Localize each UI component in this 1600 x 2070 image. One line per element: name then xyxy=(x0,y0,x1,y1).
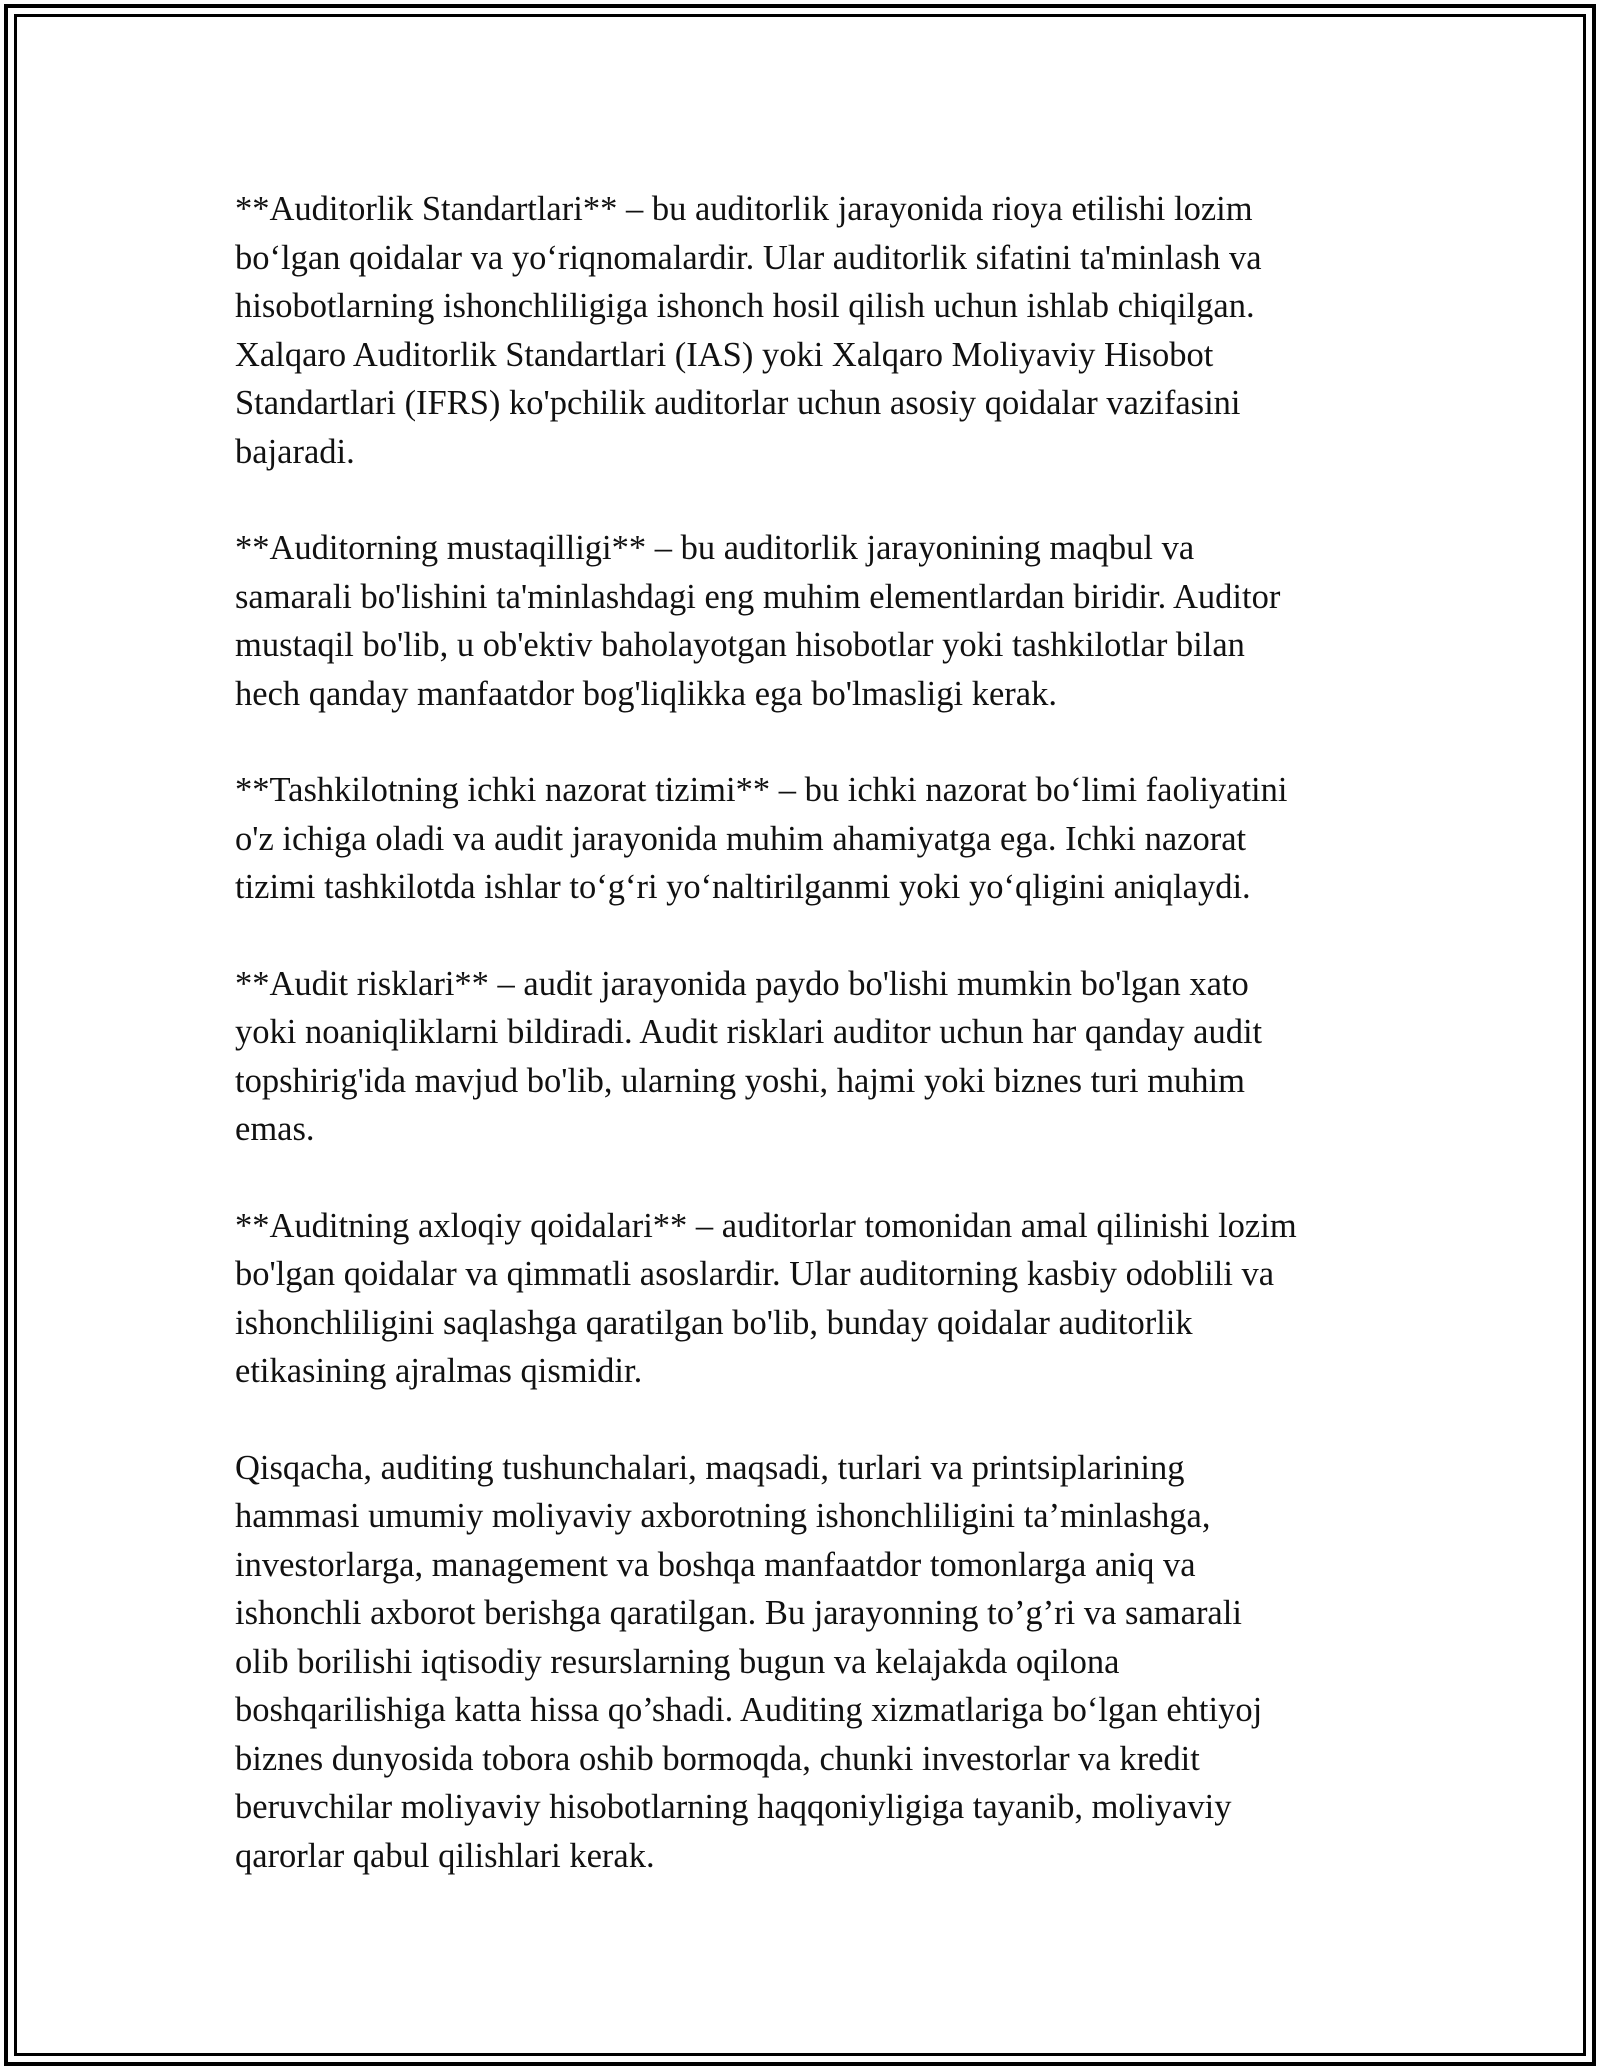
text-line: olib borilishi iqtisodiy resurslarning bugun va kelajakda oqilona xyxy=(235,1642,1120,1681)
paragraph-ethics-rules xyxy=(235,1202,1385,1396)
text-line: boshqarilishiga katta hissa qo’shadi. Auditing xizmatlariga bo‘lgan ehtiyoj xyxy=(235,1691,1263,1729)
paragraph-summary xyxy=(235,1444,1385,1881)
text-line: hech qanday manfaatdor bog'liqlikka ega bo'lmasligi kerak. xyxy=(235,674,1057,713)
text-line: qarorlar qabul qilishlari kerak. xyxy=(235,1836,655,1875)
paragraph-internal-control xyxy=(235,766,1385,912)
text-line: ishonchli axborot berishga qaratilgan. Bu jarayonning to’g’ri va samarali xyxy=(235,1594,1242,1632)
text-line: hammasi umumiy moliyaviy axborotning ishonchliligini ta’minlashga, xyxy=(235,1497,1211,1535)
text-line: **Auditning axloqiy qoidalari** – auditorlar tomonidan amal qilinishi lozim xyxy=(235,1206,1297,1245)
text-line: **Audit risklari** – audit jarayonida paydo bo'lishi mumkin bo'lgan xato xyxy=(235,964,1249,1003)
text-line: **Tashkilotning ichki nazorat tizimi** – bu ichki nazorat bo‘limi faoliyatini xyxy=(235,771,1288,809)
document-body xyxy=(235,185,1385,1928)
text-line: samarali bo'lishini ta'minlashdagi eng muhim elementlardan biridir. Auditor xyxy=(235,577,1281,616)
paragraph-auditor-independence xyxy=(235,524,1385,718)
text-line: hisobotlarning ishonchliligiga ishonch hosil qilish uchun ishlab chiqilgan. xyxy=(235,287,1255,325)
text-line: bo‘lgan qoidalar va yo‘riqnomalardir. Ular auditorlik sifatini ta'minlash va xyxy=(235,238,1262,277)
text-line: topshirig'ida mavjud bo'lib, ularning yoshi, hajmi yoki biznes turi muhim xyxy=(235,1061,1245,1100)
text-line: etikasining ajralmas qismidir. xyxy=(235,1352,643,1390)
text-line: yoki noaniqliklarni bildiradi. Audit risklari auditor uchun har qanday audit xyxy=(235,1013,1263,1051)
text-line: ishonchliligini saqlashga qaratilgan bo'lib, bunday qoidalar auditorlik xyxy=(235,1303,1193,1342)
text-line: **Auditorning mustaqilligi** – bu auditorlik jarayonining maqbul va xyxy=(235,529,1195,567)
paragraph-audit-risks xyxy=(235,960,1385,1154)
text-line: investorlarga, management va boshqa manfaatdor tomonlarga aniq va xyxy=(235,1545,1196,1584)
text-line: Xalqaro Auditorlik Standartlari (IAS) yoki Xalqaro Moliyaviy Hisobot xyxy=(235,335,1214,374)
text-line: o'z ichiga oladi va audit jarayonida muhim ahamiyatga ega. Ichki nazorat xyxy=(235,819,1247,858)
text-line: bajaradi. xyxy=(235,432,355,471)
text-line: beruvchilar moliyaviy hisobotlarning haqqoniyligiga tayanib, moliyaviy xyxy=(235,1788,1232,1826)
text-line: mustaqil bo'lib, u ob'ektiv baholayotgan hisobotlar yoki tashkilotlar bilan xyxy=(235,626,1245,664)
text-line: Standartlari (IFRS) ko'pchilik auditorlar uchun asosiy qoidalar vazifasini xyxy=(235,384,1241,422)
text-line: Qisqacha, auditing tushunchalari, maqsadi, turlari va printsiplarining xyxy=(235,1448,1185,1487)
text-line: biznes dunyosida tobora oshib bormoqda, chunki investorlar va kredit xyxy=(235,1739,1200,1778)
paragraph-auditing-standards xyxy=(235,185,1385,476)
text-line: **Auditorlik Standartlari** – bu auditorlik jarayonida rioya etilishi lozim xyxy=(235,190,1253,228)
text-line: tizimi tashkilotda ishlar to‘g‘ri yo‘naltirilganmi yoki yo‘qligini aniqlaydi. xyxy=(235,868,1251,906)
text-line: bo'lgan qoidalar va qimmatli asoslardir. Ular auditorning kasbiy odoblili va xyxy=(235,1255,1275,1293)
text-line: emas. xyxy=(235,1110,315,1148)
